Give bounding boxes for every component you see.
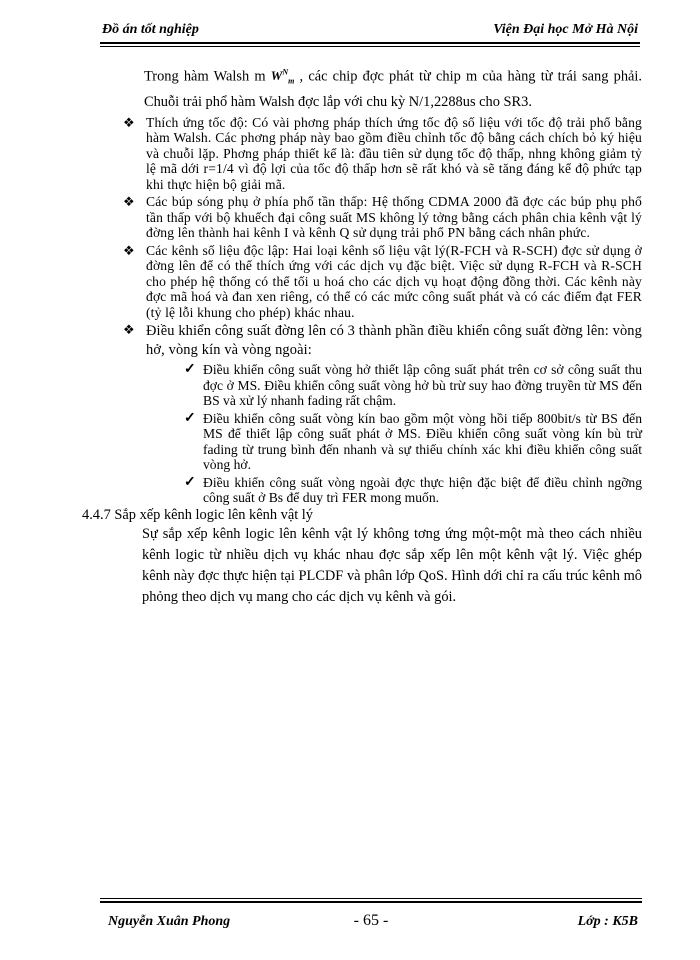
header-thesis-label: Đồ án tốt nghiệp: [102, 22, 199, 37]
diamond-bullet-icon: ❖: [123, 114, 135, 130]
power-control-sublist: [100, 362, 642, 506]
diamond-bullet-icon: ❖: [123, 194, 135, 210]
intro-text-before: Trong hàm Walsh m: [144, 68, 271, 85]
checkmark-icon: ✓: [184, 362, 196, 378]
header-rule-thin: [100, 46, 640, 47]
check-item-outer-loop: ✓ Điều khiển công suất vòng ngoài đợc thực hiện đặc biệt để điều chỉnh ngỡng công suất ở Bs để duy trì FER mong muốn.: [184, 474, 642, 506]
diamond-bullet-icon: ❖: [123, 242, 135, 258]
bullet-item-rate-adaptation: ❖ Thích ứng tốc độ: Có vài phơng pháp thích ứng tốc độ số liệu với tốc độ trải phổ bằng hàm Walsh. Các phơng pháp này bao gồm điều chỉnh tốc độ bằng cách chích bỏ ký hiệu và chuỗi lặp. Phơng pháp thiết kế là: đầu tiên sử dụng tốc độ thấp, nhng không giảm tỷ lệ mã dới r=1/4 vì độ lợi của tốc độ thấp hơn sẽ rất khó và sẽ tăng đáng kể độ phức tạp khi thực hiện bộ giải mã.: [123, 114, 642, 192]
footer-rule-thin: [100, 898, 642, 899]
intro-text-after: , các chip đợc phát từ chip m của hàng từ trái sang phải. Chuỗi trải phổ hàm Walsh đợc lắp với chu kỳ N/1,2288us cho SR3.: [144, 68, 642, 110]
intro-paragraph: [100, 62, 642, 113]
page-footer: [100, 898, 642, 938]
section-heading: 4.4.7 Sắp xếp kênh logic lên kênh vật lý: [82, 506, 314, 523]
checkmark-icon: ✓: [184, 410, 196, 426]
page-header: [100, 18, 640, 42]
footer-author: Nguyễn Xuân Phong: [108, 914, 231, 929]
checkmark-icon: ✓: [184, 474, 196, 490]
header-institution: Viện Đại học Mở Hà Nội: [493, 22, 638, 37]
section-paragraph: Sự sắp xếp kênh logic lên kênh vật lý không tơng ứng một-một mà theo cách nhiều kênh logic từ nhiều dịch vụ khác nhau đợc sắp xếp lên một kênh vật lý. Việc ghép kênh này đợc thực hiện tại PLCDF và phân lớp QoS. Hình dới chỉ ra cấu trúc kênh mô phỏng theo dịch vụ mang cho các dịch vụ kênh và gói.: [142, 525, 642, 605]
feature-bullet-list: [100, 115, 642, 361]
bullet-item-low-sidelobes: ❖ Các búp sóng phụ ở phía phổ tần thấp: Hệ thống CDMA 2000 đã đợc các búp phụ phổ tần thấp với bộ khuếch đại công suất MS không lý tởng bằng cách phân chia kênh vật lý đờng lên thành hai kênh I và kênh Q sử dụng trải phổ PN bằng cách nhân phức.: [123, 194, 642, 241]
diamond-bullet-icon: ❖: [123, 322, 135, 338]
check-item-open-loop: ✓ Điều khiển công suất vòng hở thiết lập công suất phát trên cơ sở công suất thu đợc ở MS. Điều khiển công suất vòng hở bù trừ suy hao đờng truyền từ MS đến BS và xử lý nhanh fading rất chậm.: [184, 362, 642, 409]
document-body: [82, 62, 642, 608]
bullet-item-power-control: ❖ Điều khiển công suất đờng lên có 3 thành phần điều khiển công suất đờng lên: vòng hở, vòng kín và vòng ngoài:: [123, 322, 642, 359]
footer-class: Lớp : K5B: [577, 914, 638, 929]
bullet-item-independent-channels: ❖ Các kênh số liệu độc lập: Hai loại kênh số liệu vật lý(R-FCH và R-SCH) đợc sử dụng ở đờng lên để có thể thích ứng với các dịch vụ đặc biệt. Việc sử dụng R-FCH và R-SCH cho phép hệ thống có thể tối u hoá cho các dịch vụ hoạt động đồng thời. Các kênh này đợc mã hoá và đan xen riêng, có thể có các mức công suất phát và có các điểm đạt FER (tỷ lệ lỗi khung cho phép) khác nhau.: [123, 242, 642, 320]
page-number: - 65 -: [353, 912, 389, 929]
walsh-function-symbol: $W^N_m$: [270, 68, 295, 86]
header-rule: [100, 42, 640, 44]
check-item-closed-loop: ✓ Điều khiển công suất vòng kín bao gồm một vòng hồi tiếp 800bit/s từ BS đến MS để thiết lập công suất phát ở MS. Điều khiển công suất vòng kín bù trừ fading từ trung bình đến nhanh và sự thiếu chính xác khi điều khiển công suất vòng hở.: [184, 410, 642, 473]
footer-rule: [100, 901, 642, 903]
